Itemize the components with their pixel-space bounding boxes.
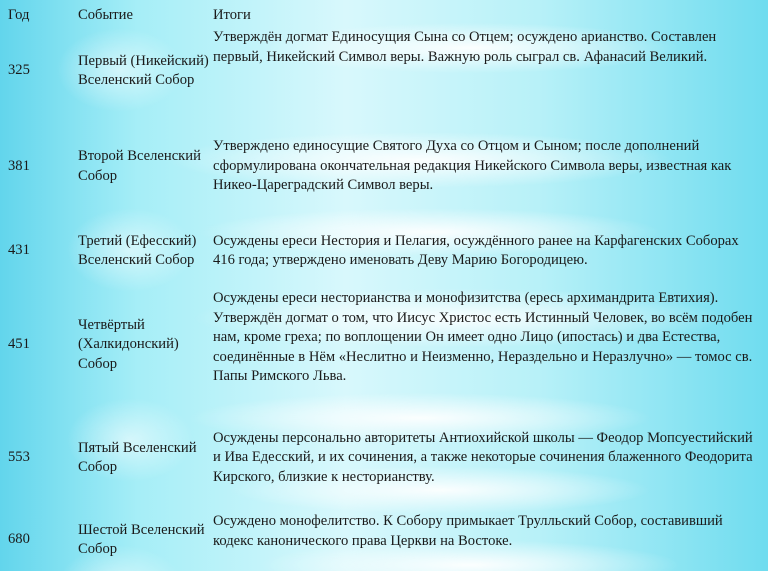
result-cell: Осуждены ереси Нестория и Пелагия, осуждённого ранее на Карфагенских Соборах 416 года; утверждено именовать Деву Марию Богородицею. (213, 232, 739, 268)
event-cell: Пятый Вселенский Собор (78, 439, 197, 475)
table-row (0, 219, 768, 283)
table-row (0, 283, 768, 407)
year-cell: 451 (8, 336, 30, 353)
year-cell: 553 (8, 449, 30, 466)
event-cell: Четвёртый (Халкидонский) Собор (78, 316, 179, 372)
table-row (0, 114, 768, 219)
table-row (0, 28, 768, 114)
event-cell: Второй Вселенский Собор (78, 148, 201, 184)
result-cell: Осуждены ереси несторианства и монофизитства (ересь архимандрита Евтихия). Утверждён догмат о том, что Иисус Христос есть Истинный Человек, во всём подобен нам, кроме греха; по воплощении Он имеет одно Лицо (ипостась) и два Естества, соединённые в Нём «Неслитно и Неизменно, Нераздельно и Неразлучно» — томос св. Папы Римского Льва. (213, 290, 753, 384)
event-cell: Первый (Никейский) Вселенский Собор (78, 52, 209, 88)
table-row (0, 509, 768, 571)
year-cell: 431 (8, 242, 30, 259)
event-cell: Третий (Ефесский) Вселенский Собор (78, 232, 197, 268)
header-row (0, 0, 768, 28)
year-cell: 325 (8, 62, 30, 79)
result-cell: Утверждено единосущие Святого Духа со Отцом и Сыном; после дополнений сформулирована окончательная редакция Никейского Символа веры, известная как Никео-Цареградский Символ веры. (213, 138, 732, 194)
result-cell: Утверждён догмат Единосущия Сына со Отцем; осуждено арианство. Составлен первый, Никейский Символ веры. Важную роль сыграл св. Афанасий Великий. (213, 29, 717, 65)
header-year: Год (8, 7, 30, 23)
year-cell: 680 (8, 531, 30, 548)
result-cell: Осуждено монофелитство. К Собору примыкает Трулльский Собор, составивший кодекс канонического права Церкви на Востоке. (213, 513, 723, 549)
header-event: Событие (78, 7, 133, 23)
table-row (0, 407, 768, 509)
header-result: Итоги (213, 7, 251, 23)
event-cell: Шестой Вселенский Собор (78, 521, 205, 557)
result-cell: Осуждены персонально авторитеты Антиохийской школы — Феодор Мопсуестийский и Ива Едесский, и их сочинения, а также некоторые сочинения блаженного Феодорита Кирского, близкие к несторианству. (213, 429, 753, 485)
year-cell: 381 (8, 157, 30, 174)
